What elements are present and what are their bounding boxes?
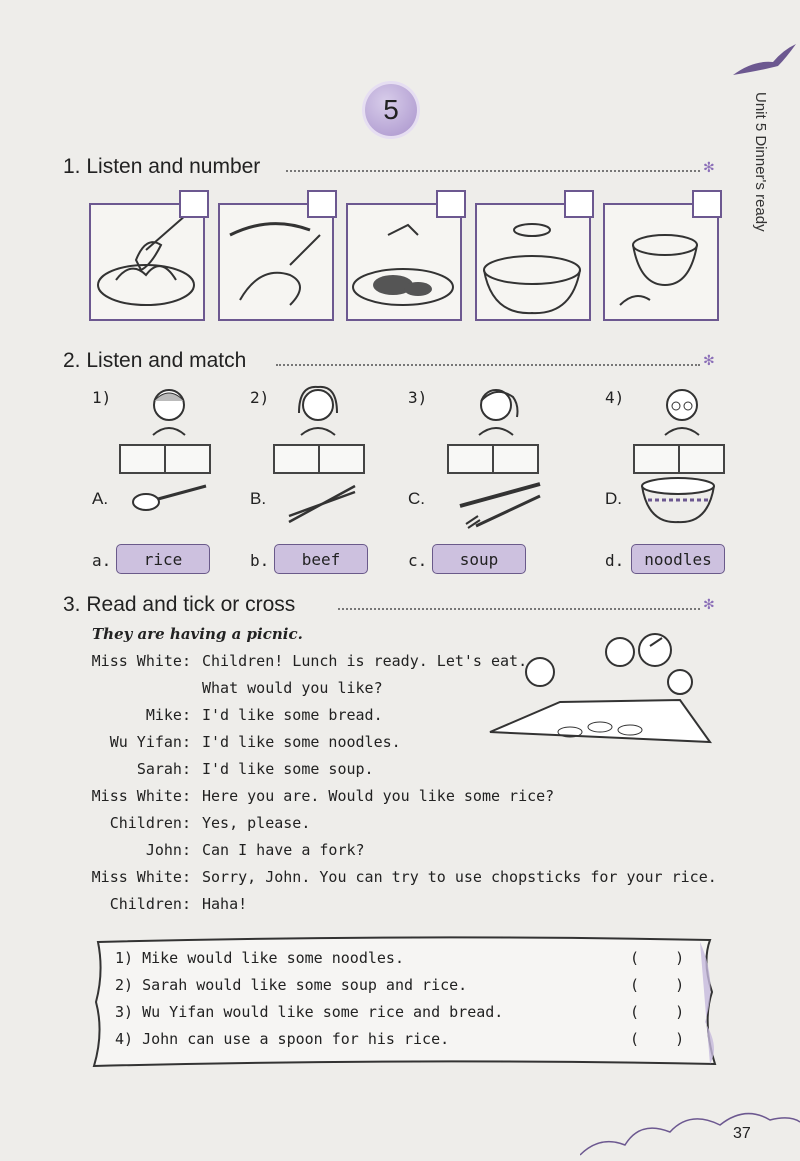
divider (276, 364, 700, 366)
food-letter-d: d. (605, 551, 625, 570)
statement-2: 2) Sarah would like some soup and rice. (115, 976, 468, 994)
bird-icon (728, 40, 798, 80)
reading-intro: They are having a picnic. (92, 625, 303, 643)
utensil-letter-c: C. (408, 489, 425, 508)
match-box-3[interactable] (447, 444, 539, 474)
speaker: Sarah: (136, 760, 191, 778)
divider (338, 608, 700, 610)
speaker: Miss White: (91, 868, 191, 886)
speaker: Mike: (145, 706, 191, 724)
answer-bracket-3[interactable]: ( ) (630, 1003, 685, 1021)
number-input-box-4[interactable] (564, 190, 594, 218)
speaker: Miss White: (91, 652, 191, 670)
star-icon: ✻ (703, 597, 715, 613)
girl-ponytail-face-icon (473, 383, 519, 437)
match-box-4[interactable] (633, 444, 725, 474)
food-soup: soup (432, 544, 526, 574)
picture-steak (346, 203, 462, 321)
picture-bowl (603, 203, 719, 321)
divider (286, 170, 700, 172)
statement-3: 3) Wu Yifan would like some rice and bread. (115, 1003, 504, 1021)
speaker: Children: (109, 814, 191, 832)
section-3-title: 3. Read and tick or cross (63, 593, 296, 616)
spoon-icon (130, 480, 210, 514)
page-number: 37 (733, 1125, 751, 1142)
number-input-box-5[interactable] (692, 190, 722, 218)
food-letter-a: a. (92, 551, 112, 570)
answer-bracket-1[interactable]: ( ) (630, 949, 685, 967)
answer-bracket-2[interactable]: ( ) (630, 976, 685, 994)
answer-bracket-4[interactable]: ( ) (630, 1030, 685, 1048)
picture-vegetable (89, 203, 205, 321)
number-input-box-2[interactable] (307, 190, 337, 218)
number-input-box-1[interactable] (179, 190, 209, 218)
match-box-1[interactable] (119, 444, 211, 474)
food-rice: rice (116, 544, 210, 574)
cloud-decoration-icon (580, 1100, 800, 1161)
statement-4: 4) John can use a spoon for his rice. (115, 1030, 450, 1048)
boy-glasses-face-icon (660, 383, 704, 437)
dialogue-line: I'd like some soup. (202, 760, 374, 778)
dialogue-line: Children! Lunch is ready. Let's eat. (202, 652, 528, 670)
dialogue-line: Haha! (202, 895, 248, 913)
speaker: Miss White: (91, 787, 191, 805)
utensil-letter-a: A. (92, 489, 109, 508)
number-input-box-3[interactable] (436, 190, 466, 218)
dialogue-line: What would you like? (202, 679, 383, 697)
food-letter-c: c. (408, 551, 428, 570)
bowl-icon (638, 476, 718, 526)
dialogue-line: I'd like some noodles. (202, 733, 401, 751)
section-2-title: 2. Listen and match (63, 349, 247, 372)
girl-face-icon (295, 383, 341, 437)
dialogue-line: Yes, please. (202, 814, 311, 832)
dialogue-line: Here you are. Would you like some rice? (202, 787, 555, 805)
person-label-1: 1) (92, 388, 112, 407)
statement-1: 1) Mike would like some noodles. (115, 949, 404, 967)
section-1-title: 1. Listen and number (63, 155, 261, 178)
dialogue-line: Can I have a fork? (202, 841, 365, 859)
unit-number-badge (365, 84, 417, 136)
child-face-icon (148, 385, 190, 437)
speaker: John: (145, 841, 191, 859)
unit-side-label: Unit 5 Dinner's ready (752, 92, 769, 232)
picnic-illustration (480, 622, 720, 772)
speaker: Children: (109, 895, 191, 913)
person-label-2: 2) (250, 388, 270, 407)
dialogue-line: I'd like some bread. (202, 706, 383, 724)
food-beef: beef (274, 544, 368, 574)
star-icon: ✻ (703, 353, 715, 369)
utensil-letter-d: D. (605, 489, 622, 508)
match-box-2[interactable] (273, 444, 365, 474)
speaker: Wu Yifan: (109, 733, 191, 751)
picture-soup (475, 203, 591, 321)
food-noodles: noodles (631, 544, 725, 574)
food-letter-b: b. (250, 551, 270, 570)
chopsticks-icon (285, 482, 360, 526)
person-label-4: 4) (605, 388, 625, 407)
unit-number: 5 (383, 94, 399, 125)
star-icon: ✻ (703, 160, 715, 176)
picture-cutting (218, 203, 334, 321)
knife-fork-icon (456, 478, 546, 530)
dialogue-line: Sorry, John. You can try to use chopsticks for your rice. (202, 868, 717, 886)
person-label-3: 3) (408, 388, 428, 407)
utensil-letter-b: B. (250, 489, 267, 508)
